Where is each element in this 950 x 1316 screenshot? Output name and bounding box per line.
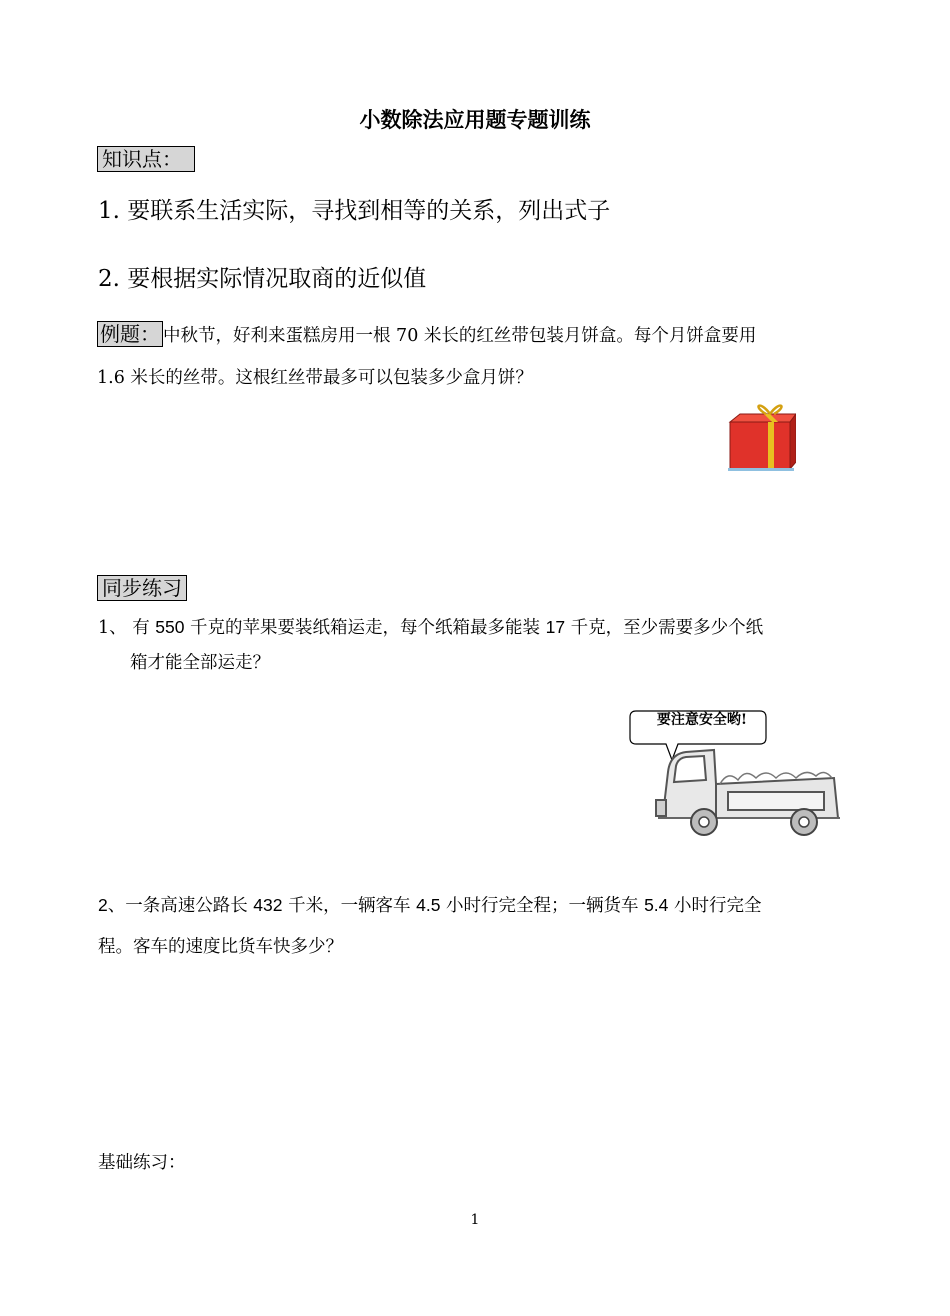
q2-text-b: 千米，一辆客车 [282,896,417,916]
page-title: 小数除法应用题专题训练 [359,107,591,132]
truck-icon [654,744,844,844]
gift-box-icon [726,400,796,474]
q2-number: 2 [98,895,108,915]
example-text-1: 中秋节，好利来蛋糕房用一根 70 米长的红丝带包装月饼盒。每个月饼盒要用 [163,326,757,346]
question-1-line-2: 箱才能全部运走？ [130,653,270,673]
knowledge-point-2: 2. 要根据实际情况取商的近似值 [98,266,427,292]
q1-text-b: 千克，至少需要多少个纸 [565,618,764,638]
knowledge-point-1: 1. 要联系生活实际，寻找到相等的关系，列出式子 [98,198,611,224]
question-2-line-1 [98,892,761,919]
example-line-2: 1.6 米长的丝带。这根红丝带最多可以包装多少盒月饼？ [97,368,533,388]
q1-text-a: 千克的苹果要装纸箱运走，每个纸箱最多能装 [184,618,546,638]
example-label: 例题： [97,321,163,347]
q2-text-c: 小时行完全程；一辆货车 [440,896,645,916]
knowledge-label: 知识点： [97,146,195,172]
sync-practice-section [97,575,187,601]
question-2-line-2: 程。客车的速度比货车快多少？ [98,937,343,957]
q2-text-a: 、一条高速公路长 [107,896,254,916]
q2-text-d: 小时行完全 [668,896,762,916]
page-number: 1 [470,1212,480,1228]
q2-distance: 432 [253,895,283,915]
question-1-line-1 [98,614,763,641]
q2-truck-hours: 5.4 [644,895,669,915]
basic-practice-label: 基础练习： [98,1153,186,1173]
q2-bus-hours: 4.5 [416,895,441,915]
sync-practice-label: 同步练习 [97,575,187,601]
speech-bubble-text: 要注意安全哟! [656,712,748,728]
q1-weight: 550 [155,617,185,637]
q1-prefix: 1、 有 [98,618,156,638]
example-line-1 [97,321,756,349]
knowledge-section-label [97,146,195,172]
q1-box-capacity: 17 [545,617,566,637]
